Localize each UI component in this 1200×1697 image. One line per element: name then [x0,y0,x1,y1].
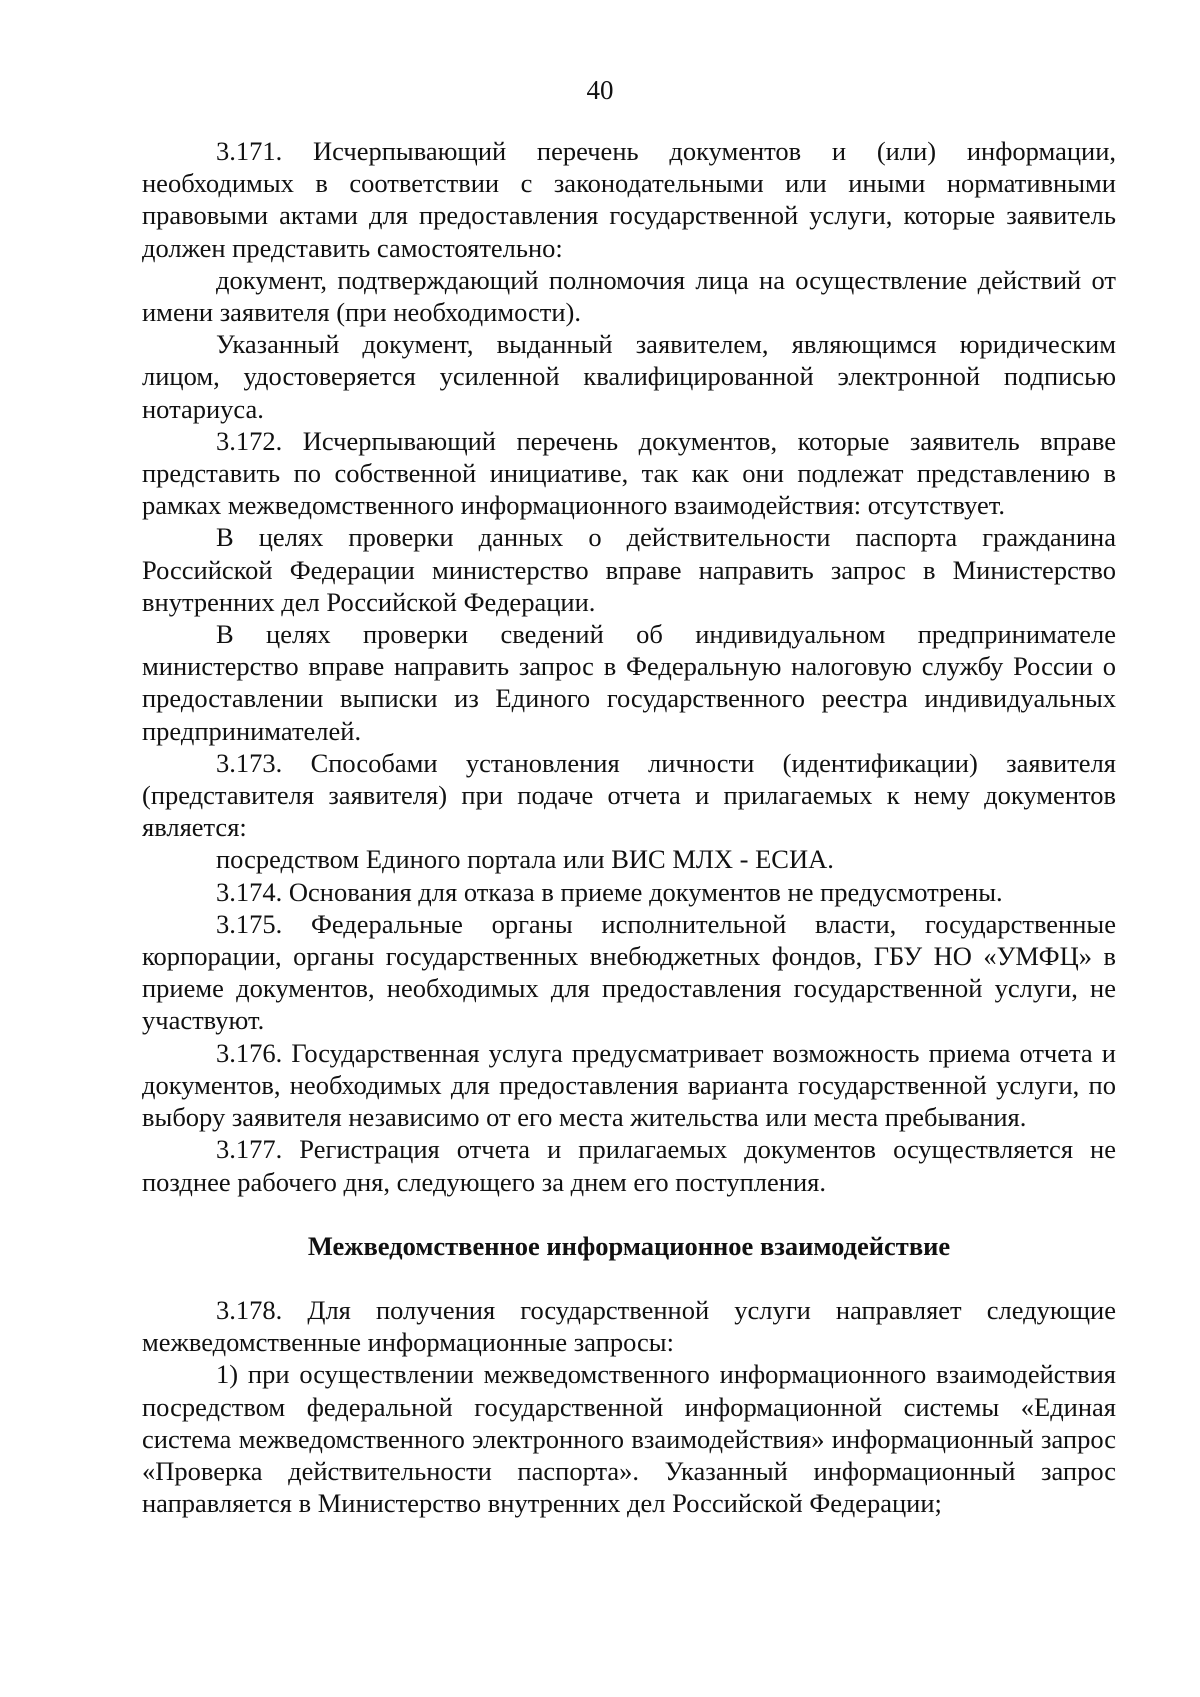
paragraph-3-178: 3.178. Для получения государственной услуги направляет следующие межведомственные информационные запросы: [142,1294,1116,1358]
paragraph-passport-check: В целях проверки данных о действительности паспорта гражданина Российской Федерации министерство вправе направить запрос в Министерство внутренних дел Российской Федерации. [142,522,1116,617]
section-heading: Межведомственное информационное взаимодействие [307,1230,951,1261]
paragraph-3-174: 3.174. Основания для отказа в приеме документов не предусмотрены. [216,876,1003,907]
paragraph-item-1: 1) при осуществлении межведомственного информационного взаимодействия посредством федеральной государственной информационной системы «Единая система межведомственного электронного взаимодействия» информационный запрос «Проверка действительности паспорта». Указанный информационный запрос направляется в Министерство внутренних дел Российской Федерации; [142,1359,1116,1519]
paragraph-3-176: 3.176. Государственная услуга предусматривает возможность приема отчета и документов, необходимых для предоставления варианта государственной услуги, по выбору заявителя независимо от его места жительства или места пребывания. [142,1037,1116,1133]
paragraph-entrepreneur-check: В целях проверки сведений об индивидуальном предпринимателе министерство вправе направить запрос в Федеральную налоговую службу России о предоставлении выписки из Единого государственного реестра индивидуальных предпринимателей. [142,619,1116,746]
page-number: 40 [586,75,614,105]
paragraph-3-172: 3.172. Исчерпывающий перечень документов, которые заявитель вправе представить по собственной инициативе, так как они подлежат представлению в рамках межведомственного информационного взаимодействия: отсутствует. [142,425,1116,521]
paragraph-3-171: 3.171. Исчерпывающий перечень документов и (или) информации, необходимых в соответствии с законодательными или иными нормативными правовыми актами для предоставления государственной услуги, которые заявитель должен представить самостоятельно: [142,136,1116,263]
paragraph-document-authority: документ, подтверждающий полномочия лица на осуществление действий от имени заявителя (при необходимости). [142,264,1116,328]
paragraph-3-175: 3.175. Федеральные органы исполнительной власти, государственные корпорации, органы государственных внебюджетных фондов, ГБУ НО «УМФЦ» в приеме документов, необходимых для предоставления государственной услуги, не участвуют. [142,908,1116,1036]
paragraph-esia: посредством Единого портала или ВИС МЛХ - ЕСИА. [216,844,834,875]
paragraph-3-177: 3.177. Регистрация отчета и прилагаемых документов осуществляется не позднее рабочего дня, следующего за днем его поступления. [142,1134,1116,1197]
paragraph-notary-signature: Указанный документ, выданный заявителем, являющимся юридическим лицом, удостоверяется усиленной квалифицированной электронной подписью нотариуса. [142,329,1116,424]
paragraph-3-173: 3.173. Способами установления личности (идентификации) заявителя (представителя заявителя) при подаче отчета и прилагаемых к нему документов является: [142,747,1116,843]
document-body [142,135,1116,1519]
